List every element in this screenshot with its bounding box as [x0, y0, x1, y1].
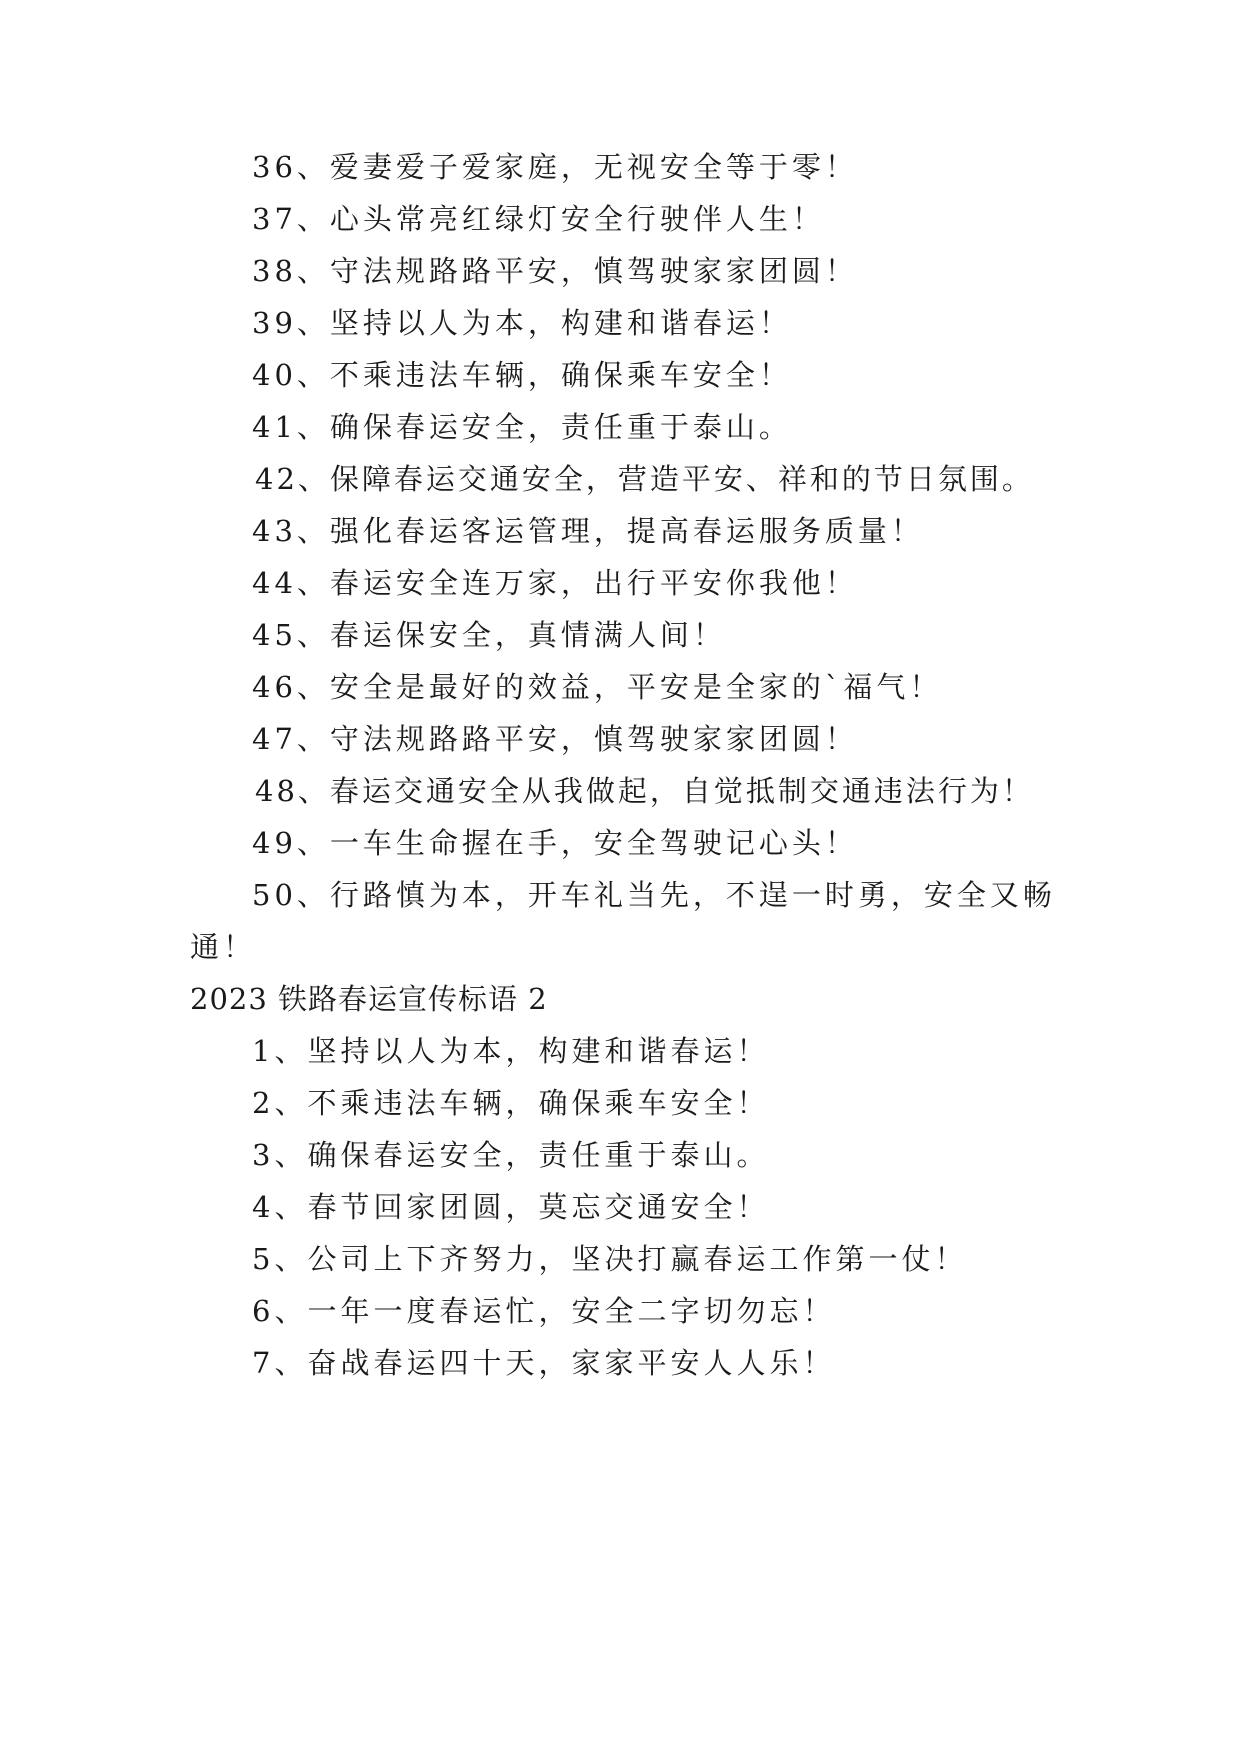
slogan-line-45: 45、春运保安全，真情满人间！: [252, 618, 726, 652]
slogan-line-1: 1、坚持以人为本，构建和谐春运！: [252, 1034, 770, 1068]
slogan-line-39: 39、坚持以人为本，构建和谐春运！: [252, 306, 792, 340]
slogan-line-37: 37、心头常亮红绿灯安全行驶伴人生！: [252, 202, 825, 236]
slogan-line-2: 2、不乘违法车辆，确保乘车安全！: [252, 1086, 770, 1120]
slogan-line-42: 42、保障春运交通安全，营造平安、祥和的节日氛围。: [255, 462, 1034, 496]
slogan-line-6: 6、一年一度春运忙，安全二字切勿忘！: [252, 1294, 836, 1328]
slogan-line-3: 3、确保春运安全，责任重于泰山。: [252, 1138, 770, 1172]
slogan-line-48: 48、春运交通安全从我做起，自觉抵制交通违法行为！: [255, 774, 1034, 808]
section-heading: 2023 铁路春运宣传标语 2: [190, 982, 548, 1016]
slogan-line-44: 44、春运安全连万家，出行平安你我他！: [252, 566, 858, 600]
slogan-line-47: 47、守法规路路平安，慎驾驶家家团圆！: [252, 722, 858, 756]
slogan-line-40: 40、不乘违法车辆，确保乘车安全！: [252, 358, 792, 392]
slogan-line-49: 49、一车生命握在手，安全驾驶记心头！: [252, 826, 858, 860]
slogan-line-50-part1: 50、行路慎为本，开车礼当先，不逞一时勇，安全又畅: [252, 878, 1056, 912]
slogan-line-38: 38、守法规路路平安，慎驾驶家家团圆！: [252, 254, 858, 288]
slogan-line-50-part2: 通！: [190, 930, 257, 964]
slogan-line-43: 43、强化春运客运管理，提高春运服务质量！: [252, 514, 924, 548]
slogan-line-7: 7、奋战春运四十天，家家平安人人乐！: [252, 1346, 836, 1380]
slogan-line-4: 4、春节回家团圆，莫忘交通安全！: [252, 1190, 770, 1224]
slogan-line-5: 5、公司上下齐努力，坚决打赢春运工作第一仗！: [252, 1242, 968, 1276]
slogan-line-36: 36、爱妻爱子爱家庭，无视安全等于零！: [252, 150, 858, 184]
slogan-line-46: 46、安全是最好的效益，平安是全家的`福气！: [252, 670, 943, 704]
slogan-line-41: 41、确保春运安全，责任重于泰山。: [252, 410, 792, 444]
